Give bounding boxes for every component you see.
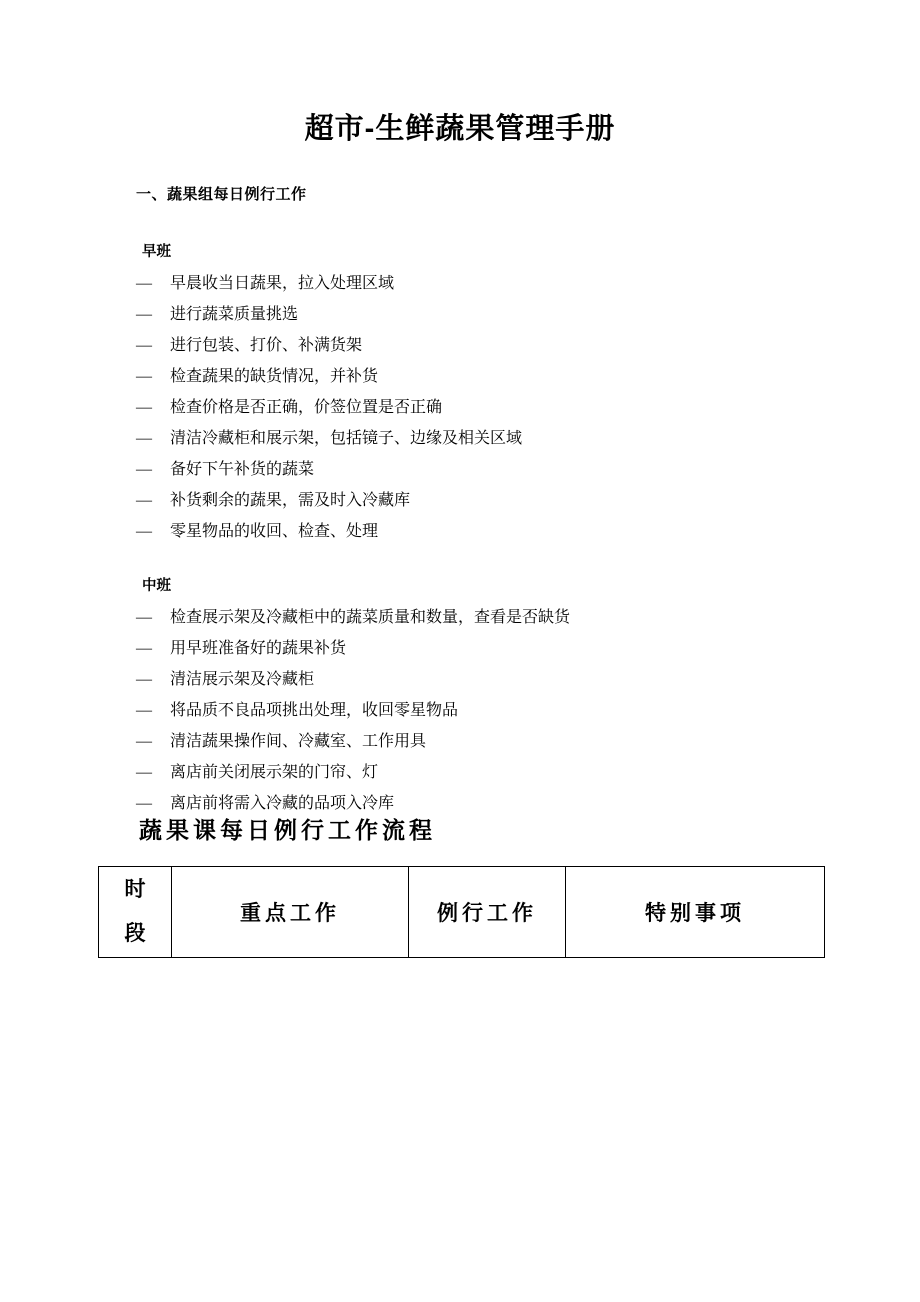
task-text: 检查蔬果的缺货情况，并补货 <box>170 368 379 385</box>
shift-block-morning <box>136 240 836 547</box>
table-row <box>99 867 825 958</box>
list-item <box>136 726 836 757</box>
list-item <box>136 602 836 633</box>
list-item <box>136 392 836 423</box>
task-text: 离店前关闭展示架的门帘、灯 <box>170 764 379 781</box>
daily-workflow-table <box>98 866 825 958</box>
task-text: 进行包装、打价、补满货架 <box>170 337 363 354</box>
dash-bullet-icon: — <box>136 399 152 416</box>
shift-label-mid: 中班 <box>142 578 171 594</box>
list-item <box>136 757 836 788</box>
dash-bullet-icon: — <box>136 461 152 478</box>
task-text: 补货剩余的蔬果，需及时入冷藏库 <box>170 492 411 509</box>
task-text: 将品质不良品项挑出处理，收回零星物品 <box>170 702 459 719</box>
dash-bullet-icon: — <box>136 733 152 750</box>
section-heading: 一、蔬果组每日例行工作 <box>136 186 307 203</box>
task-text: 用早班准备好的蔬果补货 <box>170 640 347 657</box>
table-header-time <box>99 867 172 958</box>
dash-bullet-icon: — <box>136 337 152 354</box>
task-text: 清洁展示架及冷藏柜 <box>170 671 315 688</box>
table-header-key-work: 重点工作 <box>172 867 409 958</box>
list-item <box>136 299 836 330</box>
dash-bullet-icon: — <box>136 430 152 447</box>
task-text: 检查价格是否正确，价签位置是否正确 <box>170 399 443 416</box>
task-list-morning <box>136 268 836 547</box>
table-header-time-line1: 时 <box>124 878 146 901</box>
table-title: 蔬果课每日例行工作流程 <box>139 817 436 843</box>
dash-bullet-icon: — <box>136 368 152 385</box>
dash-bullet-icon: — <box>136 795 152 812</box>
task-text: 离店前将需入冷藏的品项入冷库 <box>170 795 395 812</box>
list-item <box>136 454 836 485</box>
dash-bullet-icon: — <box>136 671 152 688</box>
table-header-time-line2: 段 <box>124 922 146 945</box>
task-text: 早晨收当日蔬果，拉入处理区域 <box>170 275 395 292</box>
task-text: 检查展示架及冷藏柜中的蔬菜质量和数量，查看是否缺货 <box>170 609 571 626</box>
dash-bullet-icon: — <box>136 306 152 323</box>
list-item <box>136 664 836 695</box>
table-header-routine-work: 例行工作 <box>409 867 566 958</box>
dash-bullet-icon: — <box>136 275 152 292</box>
dash-bullet-icon: — <box>136 523 152 540</box>
task-text: 备好下午补货的蔬菜 <box>170 461 315 478</box>
shift-block-mid <box>136 574 836 819</box>
list-item <box>136 330 836 361</box>
dash-bullet-icon: — <box>136 492 152 509</box>
dash-bullet-icon: — <box>136 609 152 626</box>
list-item <box>136 485 836 516</box>
list-item <box>136 361 836 392</box>
list-item <box>136 268 836 299</box>
shift-label-morning: 早班 <box>142 244 171 260</box>
task-text: 清洁冷藏柜和展示架，包括镜子、边缘及相关区域 <box>170 430 523 447</box>
list-item <box>136 695 836 726</box>
list-item <box>136 423 836 454</box>
dash-bullet-icon: — <box>136 640 152 657</box>
list-item <box>136 633 836 664</box>
task-text: 进行蔬菜质量挑选 <box>170 306 299 323</box>
list-item <box>136 516 836 547</box>
page-title: 超市-生鲜蔬果管理手册 <box>304 113 616 145</box>
task-text: 清洁蔬果操作间、冷藏室、工作用具 <box>170 733 427 750</box>
task-text: 零星物品的收回、检查、处理 <box>170 523 379 540</box>
dash-bullet-icon: — <box>136 702 152 719</box>
table-header-special-items: 特别事项 <box>566 867 825 958</box>
dash-bullet-icon: — <box>136 764 152 781</box>
task-list-mid <box>136 602 836 819</box>
